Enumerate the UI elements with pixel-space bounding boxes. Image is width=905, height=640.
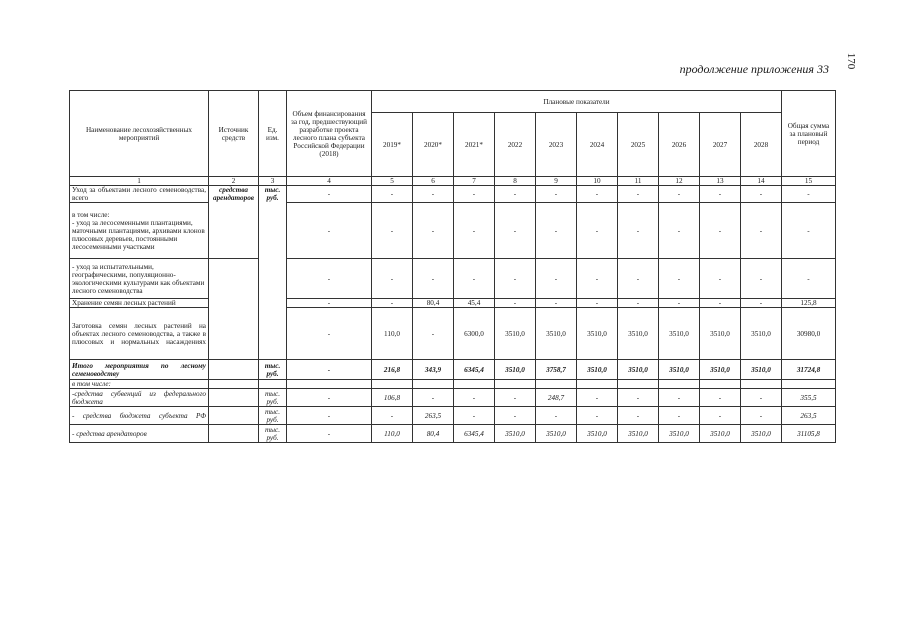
total-value: 3510,0 <box>659 360 700 380</box>
forest-seed-table <box>69 90 836 443</box>
fund-value: - <box>287 407 372 425</box>
header-year: 2026 <box>659 113 700 177</box>
fund-value: 3510,0 <box>700 425 741 443</box>
fund-value: - <box>741 407 782 425</box>
fund-value: 3510,0 <box>618 425 659 443</box>
column-number: 15 <box>782 177 836 186</box>
value-cell: - <box>741 203 782 259</box>
column-number: 1 <box>70 177 209 186</box>
fund-value: 263,5 <box>782 407 836 425</box>
value-cell: - <box>287 203 372 259</box>
value-cell: 45,4 <box>454 299 495 308</box>
header-year: 2019* <box>372 113 413 177</box>
value-cell: 125,8 <box>782 299 836 308</box>
fund-name: -средства субвенций из федерального бюджета <box>70 389 209 407</box>
total-value: 3510,0 <box>495 360 536 380</box>
header-year: 2025 <box>618 113 659 177</box>
fund-row <box>70 425 836 443</box>
fund-value: - <box>700 389 741 407</box>
value-cell: - <box>413 308 454 360</box>
value-cell: - <box>495 299 536 308</box>
fund-value: 31105,8 <box>782 425 836 443</box>
value-cell: - <box>700 203 741 259</box>
fund-value: - <box>372 407 413 425</box>
empty-cell <box>741 380 782 389</box>
column-number: 4 <box>287 177 372 186</box>
fund-value: 6345,4 <box>454 425 495 443</box>
fund-value: 355,5 <box>782 389 836 407</box>
value-cell: - <box>372 186 413 203</box>
fund-value: - <box>618 389 659 407</box>
value-cell: - <box>659 299 700 308</box>
header-total: Общая сумма за плановый период <box>782 91 836 177</box>
table-row <box>70 259 836 299</box>
row-name: Хранение семян лесных растений <box>70 299 209 308</box>
fund-value: - <box>495 389 536 407</box>
fund-value: - <box>618 407 659 425</box>
value-cell: - <box>536 186 577 203</box>
value-cell: - <box>454 203 495 259</box>
value-cell: 110,0 <box>372 308 413 360</box>
column-number: 9 <box>536 177 577 186</box>
value-cell: 3510,0 <box>659 308 700 360</box>
value-cell: 3510,0 <box>741 308 782 360</box>
column-number: 10 <box>577 177 618 186</box>
fund-value: 110,0 <box>372 425 413 443</box>
empty-cell <box>536 380 577 389</box>
fund-value: - <box>700 407 741 425</box>
value-cell: 3510,0 <box>577 308 618 360</box>
total-source <box>209 360 259 380</box>
value-cell: - <box>577 299 618 308</box>
empty-cell <box>287 380 372 389</box>
empty-cell <box>495 380 536 389</box>
value-cell: - <box>287 259 372 299</box>
incl-row <box>70 380 836 389</box>
fund-value: 248,7 <box>536 389 577 407</box>
fund-value: 3510,0 <box>495 425 536 443</box>
table-row <box>70 308 836 360</box>
column-number: 5 <box>372 177 413 186</box>
header-year: 2020* <box>413 113 454 177</box>
fund-value: - <box>454 389 495 407</box>
total-value: 3758,7 <box>536 360 577 380</box>
fund-value: - <box>577 389 618 407</box>
value-cell: - <box>659 203 700 259</box>
fund-unit: тыс. руб. <box>259 407 287 425</box>
empty-cell <box>209 380 259 389</box>
row-name: - уход за испытательными, географическими, популяционно-экологическими культурами как объектами лесного семеноводства <box>70 259 209 299</box>
source-cell: средства арендаторов <box>209 186 259 259</box>
value-cell: - <box>659 186 700 203</box>
value-cell: 6300,0 <box>454 308 495 360</box>
empty-cell <box>700 380 741 389</box>
fund-row <box>70 407 836 425</box>
fund-value: 263,5 <box>413 407 454 425</box>
value-cell: - <box>454 259 495 299</box>
total-name: Итого мероприятия по лесному семеноводству <box>70 360 209 380</box>
value-cell: - <box>413 186 454 203</box>
value-cell: 30980,0 <box>782 308 836 360</box>
total-value: 216,8 <box>372 360 413 380</box>
row-name: в том числе: - уход за лесосеменными плантациями, маточными плантациями, архивами клонов плюсовых деревьев, постоянными лесосеменными участками <box>70 203 209 259</box>
fund-value: 3510,0 <box>536 425 577 443</box>
value-cell: - <box>741 299 782 308</box>
header-unit: Ед. изм. <box>259 91 287 177</box>
total-value: - <box>287 360 372 380</box>
value-cell: - <box>618 186 659 203</box>
empty-cell <box>659 380 700 389</box>
value-cell: 80,4 <box>413 299 454 308</box>
header-year: 2021* <box>454 113 495 177</box>
column-number: 8 <box>495 177 536 186</box>
value-cell: - <box>495 203 536 259</box>
row-name: Уход за объектами лесного семеноводства, всего <box>70 186 209 203</box>
fund-value: - <box>659 389 700 407</box>
value-cell: - <box>577 259 618 299</box>
header-source: Источник средств <box>209 91 259 177</box>
value-cell: - <box>741 259 782 299</box>
fund-name: - средства арендаторов <box>70 425 209 443</box>
empty-cell <box>372 380 413 389</box>
total-value: 343,9 <box>413 360 454 380</box>
page-number: 170 <box>845 52 857 70</box>
continuation-caption: продолжение приложения 33 <box>679 62 829 76</box>
column-number: 13 <box>700 177 741 186</box>
table-row <box>70 186 836 203</box>
value-cell: - <box>372 299 413 308</box>
empty-cell <box>413 380 454 389</box>
fund-value: - <box>287 425 372 443</box>
fund-value: 3510,0 <box>577 425 618 443</box>
value-cell: - <box>618 299 659 308</box>
value-cell: - <box>782 186 836 203</box>
value-cell: - <box>536 259 577 299</box>
empty-cell <box>782 380 836 389</box>
value-cell: 3510,0 <box>536 308 577 360</box>
value-cell: - <box>700 299 741 308</box>
table-row <box>70 203 836 259</box>
value-cell: - <box>659 259 700 299</box>
value-cell: - <box>454 186 495 203</box>
fund-value: - <box>413 389 454 407</box>
value-cell: - <box>618 259 659 299</box>
source-cell-empty <box>209 259 259 360</box>
fund-value: 106,8 <box>372 389 413 407</box>
value-cell: - <box>536 299 577 308</box>
empty-cell <box>259 380 287 389</box>
total-row <box>70 360 836 380</box>
empty-cell <box>577 380 618 389</box>
value-cell: - <box>741 186 782 203</box>
header-year: 2024 <box>577 113 618 177</box>
fund-value: - <box>287 389 372 407</box>
table-row <box>70 299 836 308</box>
fund-value: - <box>495 407 536 425</box>
fund-unit: тыс. руб. <box>259 389 287 407</box>
fund-source <box>209 407 259 425</box>
fund-value: 80,4 <box>413 425 454 443</box>
value-cell: - <box>577 203 618 259</box>
value-cell: - <box>495 186 536 203</box>
value-cell: - <box>287 186 372 203</box>
value-cell: - <box>287 299 372 308</box>
fund-value: - <box>454 407 495 425</box>
value-cell: - <box>536 203 577 259</box>
value-cell: - <box>700 259 741 299</box>
total-unit: тыс. руб. <box>259 360 287 380</box>
fund-row <box>70 389 836 407</box>
header-year: 2023 <box>536 113 577 177</box>
header-year: 2028 <box>741 113 782 177</box>
column-number: 11 <box>618 177 659 186</box>
total-value: 31724,8 <box>782 360 836 380</box>
fund-value: - <box>741 389 782 407</box>
total-value: 3510,0 <box>741 360 782 380</box>
total-value: 3510,0 <box>700 360 741 380</box>
fund-value: - <box>659 407 700 425</box>
value-cell: - <box>495 259 536 299</box>
column-number: 12 <box>659 177 700 186</box>
value-cell: 3510,0 <box>618 308 659 360</box>
header-plan: Плановые показатели <box>372 91 782 113</box>
fund-source <box>209 425 259 443</box>
value-cell: 3510,0 <box>700 308 741 360</box>
column-number: 7 <box>454 177 495 186</box>
column-number: 6 <box>413 177 454 186</box>
value-cell: - <box>287 308 372 360</box>
column-number: 2 <box>209 177 259 186</box>
empty-cell <box>618 380 659 389</box>
value-cell: - <box>618 203 659 259</box>
fund-value: 3510,0 <box>741 425 782 443</box>
value-cell: - <box>782 203 836 259</box>
value-cell: - <box>413 259 454 299</box>
incl-label: в том числе: <box>70 380 209 389</box>
fund-unit: тыс. руб. <box>259 425 287 443</box>
fund-name: - средства бюджета субъекта РФ <box>70 407 209 425</box>
row-name: Заготовка семян лесных растений на объектах лесного семеноводства, а также в плюсовых и нормальных насаждениях <box>70 308 209 360</box>
total-value: 3510,0 <box>577 360 618 380</box>
fund-value: - <box>577 407 618 425</box>
value-cell: - <box>700 186 741 203</box>
fund-value: 3510,0 <box>659 425 700 443</box>
header-name: Наименование лесохозяйственных мероприятий <box>70 91 209 177</box>
column-number: 3 <box>259 177 287 186</box>
empty-cell <box>454 380 495 389</box>
header-year: 2022 <box>495 113 536 177</box>
value-cell: - <box>782 259 836 299</box>
unit-cell: тыс. руб. <box>259 186 287 360</box>
value-cell: - <box>413 203 454 259</box>
header-volume: Объем финансирования за год, предшествующий разработке проекта лесного плана субъекта Российской Федерации (2018) <box>287 91 372 177</box>
fund-value: - <box>536 407 577 425</box>
total-value: 3510,0 <box>618 360 659 380</box>
value-cell: - <box>372 259 413 299</box>
value-cell: - <box>372 203 413 259</box>
header-year: 2027 <box>700 113 741 177</box>
column-number: 14 <box>741 177 782 186</box>
value-cell: 3510,0 <box>495 308 536 360</box>
total-value: 6345,4 <box>454 360 495 380</box>
fund-source <box>209 389 259 407</box>
value-cell: - <box>577 186 618 203</box>
